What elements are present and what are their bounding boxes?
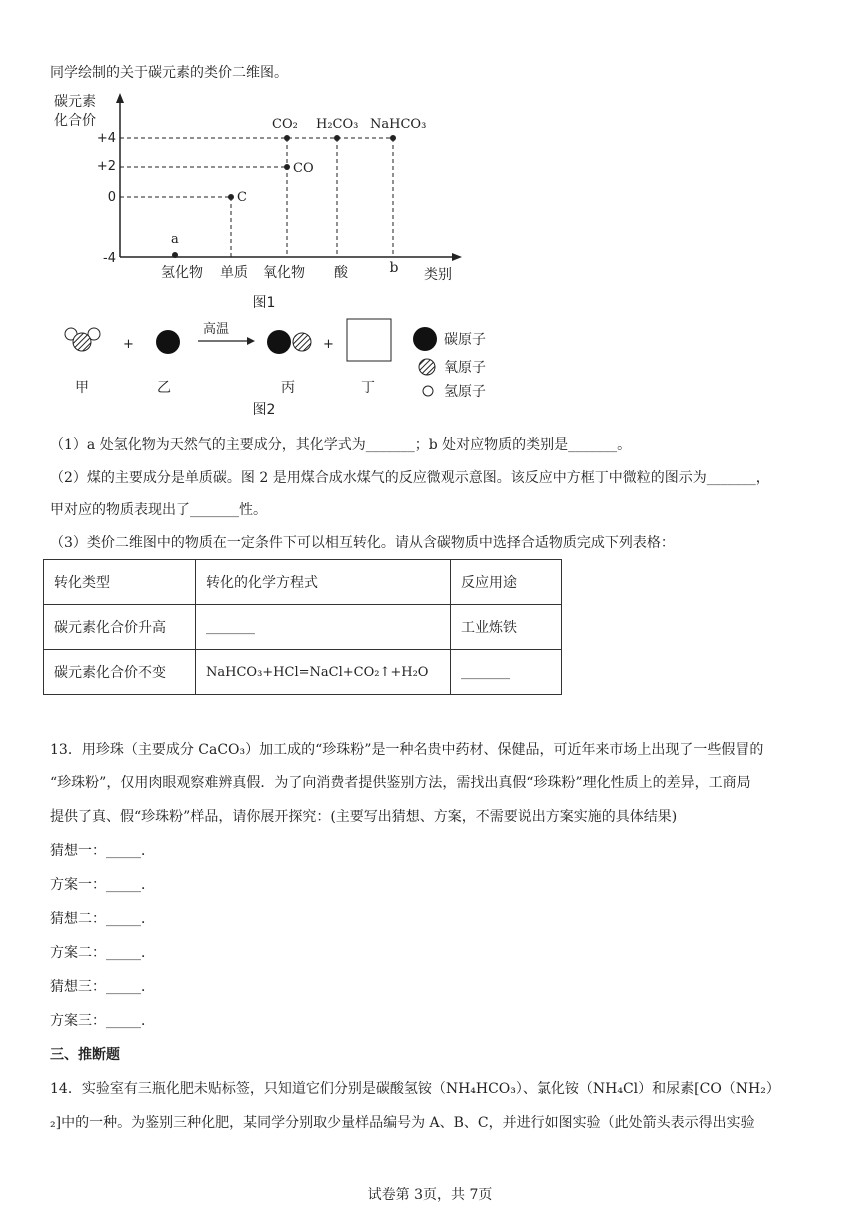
y-tick-minus4: -4 [103, 251, 116, 266]
conversion-table [43, 559, 562, 695]
table-cell: _______ [451, 650, 562, 695]
table-header-cell: 转化的化学方程式 [196, 560, 451, 605]
legend-carbon-label: 碳原子 [444, 332, 486, 348]
q12-part1: （1）a 处氢化物为天然气的主要成分，其化学式为_______；b 处对应物质的类别是_______。 [50, 437, 632, 453]
point-h2co3 [334, 135, 340, 141]
q12-part2-cont: 甲对应的物质表现出了_______性。 [50, 502, 267, 518]
legend-oxygen-icon [419, 359, 435, 375]
label-co: CO [293, 161, 314, 176]
table-cell: 碳元素化合价升高 [44, 605, 196, 650]
legend-hydrogen-label: 氢原子 [444, 384, 486, 400]
molecule-bing [267, 330, 311, 354]
y-tick-plus2: +2 [96, 159, 116, 174]
label-co2: CO₂ [272, 117, 298, 132]
table-row [44, 650, 562, 695]
y-tick-0: 0 [107, 190, 116, 205]
atom-yi [156, 330, 180, 354]
plus-2: + [323, 337, 334, 352]
page-footer: 试卷第 3页，共 7页 [367, 1187, 493, 1203]
table-header-row [44, 560, 562, 605]
legend-carbon-icon [413, 327, 437, 351]
q13-plan-2: 方案二：_____． [50, 945, 155, 961]
table-cell: 工业炼铁 [451, 605, 562, 650]
section-heading: 三、推断题 [50, 1047, 120, 1063]
figure-1-caption: 图1 [252, 295, 276, 311]
point-c [228, 194, 234, 200]
y-axis-label-1: 碳元素 [54, 94, 96, 110]
x-tick-acid: 酸 [334, 265, 348, 281]
label-ding: 丁 [361, 380, 375, 396]
x-axis-label: 类别 [424, 267, 452, 283]
label-jia: 甲 [75, 380, 89, 396]
point-a [172, 252, 178, 258]
point-co2 [284, 135, 290, 141]
x-tick-oxide: 氧化物 [263, 265, 305, 281]
x-tick-element: 单质 [220, 265, 248, 281]
label-a: a [171, 232, 179, 247]
label-c: C [237, 190, 247, 205]
q13-line2: “珍珠粉”，仅用肉眼观察难辨真假．为了向消费者提供鉴别方法，需找出真假“珍珠粉”理化性质上的差异，工商局 [50, 775, 751, 791]
table-cell: _______ [196, 605, 451, 650]
intro-text: 同学绘制的关于碳元素的类价二维图。 [50, 65, 288, 81]
q13-plan-3: 方案三：_____． [50, 1013, 155, 1029]
q13-line3: 提供了真、假“珍珠粉”样品，请你展开探究：(主要写出猜想、方案，不需要说出方案实施的具体结果) [50, 809, 678, 825]
plus-1: + [123, 337, 134, 352]
figure-2-caption: 图2 [252, 402, 276, 418]
point-co [284, 164, 290, 170]
label-h2co3: H₂CO₃ [316, 117, 359, 132]
table-cell: 碳元素化合价不变 [44, 650, 196, 695]
y-axis-label-2: 化合价 [54, 113, 96, 129]
y-tick-plus4: +4 [96, 131, 116, 146]
q14-line2: ₂]中的一种。为鉴别三种化肥，某同学分别取少量样品编号为 A、B、C，并进行如图实验（此处箭头表示得出实验 [50, 1115, 755, 1131]
box-ding [347, 319, 391, 361]
q13-line1: 13．用珍珠（主要成分 CaCO₃）加工成的“珍珠粉”是一种名贵中药材、保健品，可近年来市场上出现了一些假冒的 [50, 742, 764, 758]
table-header-cell: 转化类型 [44, 560, 196, 605]
legend-oxygen-label: 氧原子 [444, 360, 486, 376]
q12-part3: （3）类价二维图中的物质在一定条件下可以相互转化。请从含碳物质中选择合适物质完成下列表格： [50, 535, 675, 551]
q13-plan-1: 方案一：_____． [50, 877, 155, 893]
table-header-cell: 反应用途 [451, 560, 562, 605]
legend-hydrogen-icon [423, 386, 433, 396]
table-row [44, 605, 562, 650]
q13-guess-1: 猜想一：_____． [50, 843, 155, 859]
q12-part2: （2）煤的主要成分是单质碳。图 2 是用煤合成水煤气的反应微观示意图。该反应中方框丁中微粒的图示为_______， [50, 470, 770, 486]
label-nahco3: NaHCO₃ [370, 117, 427, 132]
label-bing: 丙 [281, 380, 295, 396]
point-nahco3 [390, 135, 396, 141]
table-cell: NaHCO₃+HCl=NaCl+CO₂↑+H₂O [196, 650, 451, 695]
figure-2-diagram [50, 315, 510, 425]
molecule-jia [65, 328, 100, 351]
label-yi: 乙 [157, 380, 171, 396]
figure-1-chart [50, 85, 470, 320]
x-tick-b: b [389, 260, 399, 276]
q14-line1: 14．实验室有三瓶化肥未贴标签，只知道它们分别是碳酸氢铵（NH₄HCO₃）、氯化铵（NH₄Cl）和尿素[CO（NH₂） [50, 1081, 780, 1097]
q13-guess-2: 猜想二：_____． [50, 911, 155, 927]
x-tick-hydride: 氢化物 [161, 265, 203, 281]
q13-guess-3: 猜想三：_____． [50, 979, 155, 995]
reaction-condition: 高温 [203, 322, 230, 337]
